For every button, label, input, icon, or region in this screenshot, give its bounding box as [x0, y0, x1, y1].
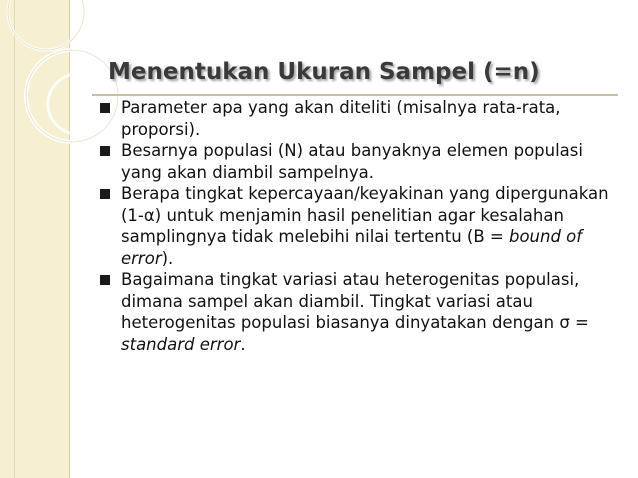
slide-title: Menentukan Ukuran Sampel (=n) [108, 59, 540, 85]
bullet-emphasis: standard error [121, 334, 241, 354]
square-bullet-icon [100, 146, 110, 156]
square-bullet-icon [100, 103, 110, 113]
list-item [98, 269, 618, 355]
bullet-text: Berapa tingkat kepercayaan/keyakinan yang dipergunakan (1-α) untuk menjamin hasil penelitian agar kesalahan samplingnya tidak melebihi nilai tertentu (B = [121, 184, 609, 246]
bullet-text: Besarnya populasi (N) atau banyaknya elemen populasi yang akan diambil sampelnya. [121, 141, 583, 182]
bullet-text: Bagaimana tingkat variasi atau heterogenitas populasi, dimana sampel akan diambil. Tingkat variasi atau heterogenitas populasi biasanya dinyatakan dengan σ = [121, 270, 589, 332]
square-bullet-icon [100, 189, 110, 199]
list-item [98, 183, 618, 269]
list-item [98, 140, 618, 183]
title-divider [92, 94, 618, 96]
bullet-list [98, 97, 618, 355]
bullet-text-end: ). [161, 248, 174, 268]
square-bullet-icon [100, 275, 110, 285]
list-item [98, 97, 618, 140]
bullet-emphasis: bound of error [121, 227, 583, 268]
bullet-text: Parameter apa yang akan diteliti (misalnya rata-rata, proporsi). [121, 98, 561, 139]
bullet-text-end: . [240, 334, 246, 354]
